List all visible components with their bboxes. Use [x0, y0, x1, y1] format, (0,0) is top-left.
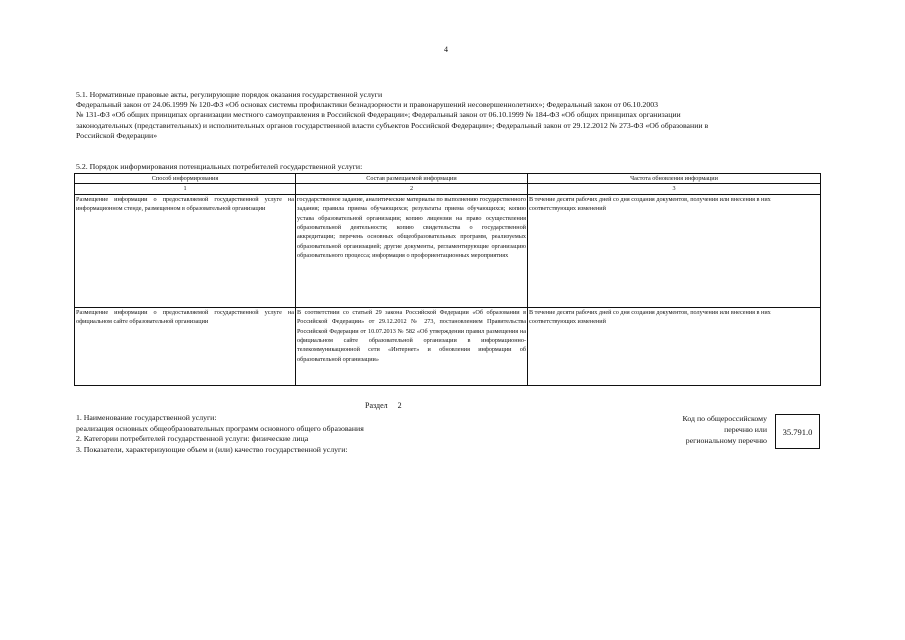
legal-acts-line: Федеральный закон от 24.06.1999 № 120-ФЗ «Об основах системы профилактики безнадзорности и правонарушений несовершеннолетних»; Федеральный закон от 06.10.2003: [76, 100, 659, 110]
table-header-row: [75, 174, 821, 184]
cell-content: государственное задание, аналитические материалы по выполнению государственного задания; правила приема обучающихся; результаты приема обучающихся; копию устава образовательной организации; копию лицензии на право осуществления образовательной деятельности; копию свидетельства о государственной аккредитации; перечень основных общеобразовательных программ, реализуемых образовательной организацией; другие документы, регламентирующие организацию образовательного процесса; информация о профориентационных мероприятиях: [296, 194, 528, 307]
registry-code-label-line: региональному перечню: [685, 436, 767, 445]
indicators-heading: 3. Показатели, характеризующие объем и (или) качество государственной услуги:: [76, 444, 348, 454]
table-row: [75, 194, 821, 307]
service-description: [76, 413, 364, 455]
section-number: 2: [397, 401, 402, 410]
registry-code-block: [640, 413, 820, 449]
informing-table: [74, 173, 821, 386]
cell-method: Размещение информации о предоставляемой государственной услуге на официальном сайте образовательной организации: [75, 307, 296, 385]
service-name-heading: 1. Наименование государственной услуги:: [76, 413, 217, 422]
column-number: 2: [296, 184, 528, 194]
cell-frequency: В течение десяти рабочих дней со дня создания документов, получения или внесения в них соответствующих изменений: [528, 194, 821, 307]
legal-acts-line: Российской Федерации»: [76, 130, 158, 140]
legal-acts-line: № 131-ФЗ «Об общих принципах организации местного самоуправления в Российской Федерации»; Федеральный закон от 06.10.1999 № 184-ФЗ «Об общих принципах организации: [76, 110, 681, 120]
section-5-1-heading: 5.1. Нормативные правовые акты, регулирующие порядок оказания государственной услуги: [76, 90, 383, 99]
table-row: [75, 307, 821, 385]
column-number: 1: [75, 184, 296, 194]
section-label: Раздел: [365, 401, 388, 410]
cell-method: Размещение информации о предоставляемой государственной услуге на информационном стенде, размещенном в образовательной организации: [75, 194, 296, 307]
registry-code-label-line: Код по общероссийскому: [682, 414, 767, 423]
column-number: 3: [528, 184, 821, 194]
registry-code-label-line: перечню или: [724, 425, 767, 434]
page-number: 4: [444, 45, 448, 54]
table-number-row: [75, 184, 821, 194]
column-header-frequency: Частота обновления информации: [528, 174, 821, 184]
consumer-category: 2. Категории потребителей государственной услуги: физические лица: [76, 434, 309, 443]
section-5-2-title: [76, 162, 821, 172]
legal-acts-line: законодательных (представительных) и исполнительных органов государственной власти субъектов Российской Федерации»; Федеральный закон от 29.12.2012 № 273-ФЗ «Об образовании в: [76, 120, 709, 130]
cell-frequency: В течение десяти рабочих дней со дня создания документов, получения или внесения в них соответствующих изменений: [528, 307, 821, 385]
registry-code-value: 35.791.0: [775, 414, 820, 449]
registry-code-label: [640, 413, 767, 446]
column-header-method: Способ информирования: [75, 174, 296, 184]
cell-content: В соответствии со статьей 29 закона Российской Федерации «Об образовании в Российской Федерации» от 29.12.2012 № 273, постановлением Правительства Российской Федерации от 10.07.2013 № 582 «Об утверждении правил размещения на официальном сайте образовательной организации в информационно-телекоммуникационной сети «Интернет» и обновления информации об образовательной организации»: [296, 307, 528, 385]
service-name-value: реализация основных общеобразовательных программ основного общего образования: [76, 423, 364, 433]
section-heading: [365, 401, 402, 410]
section-5-2-heading: 5.2. Порядок информирования потенциальных потребителей государственной услуги:: [76, 162, 363, 171]
section-5-1-legal-acts: [76, 90, 821, 141]
column-header-content: Состав размещаемой информации: [296, 174, 528, 184]
